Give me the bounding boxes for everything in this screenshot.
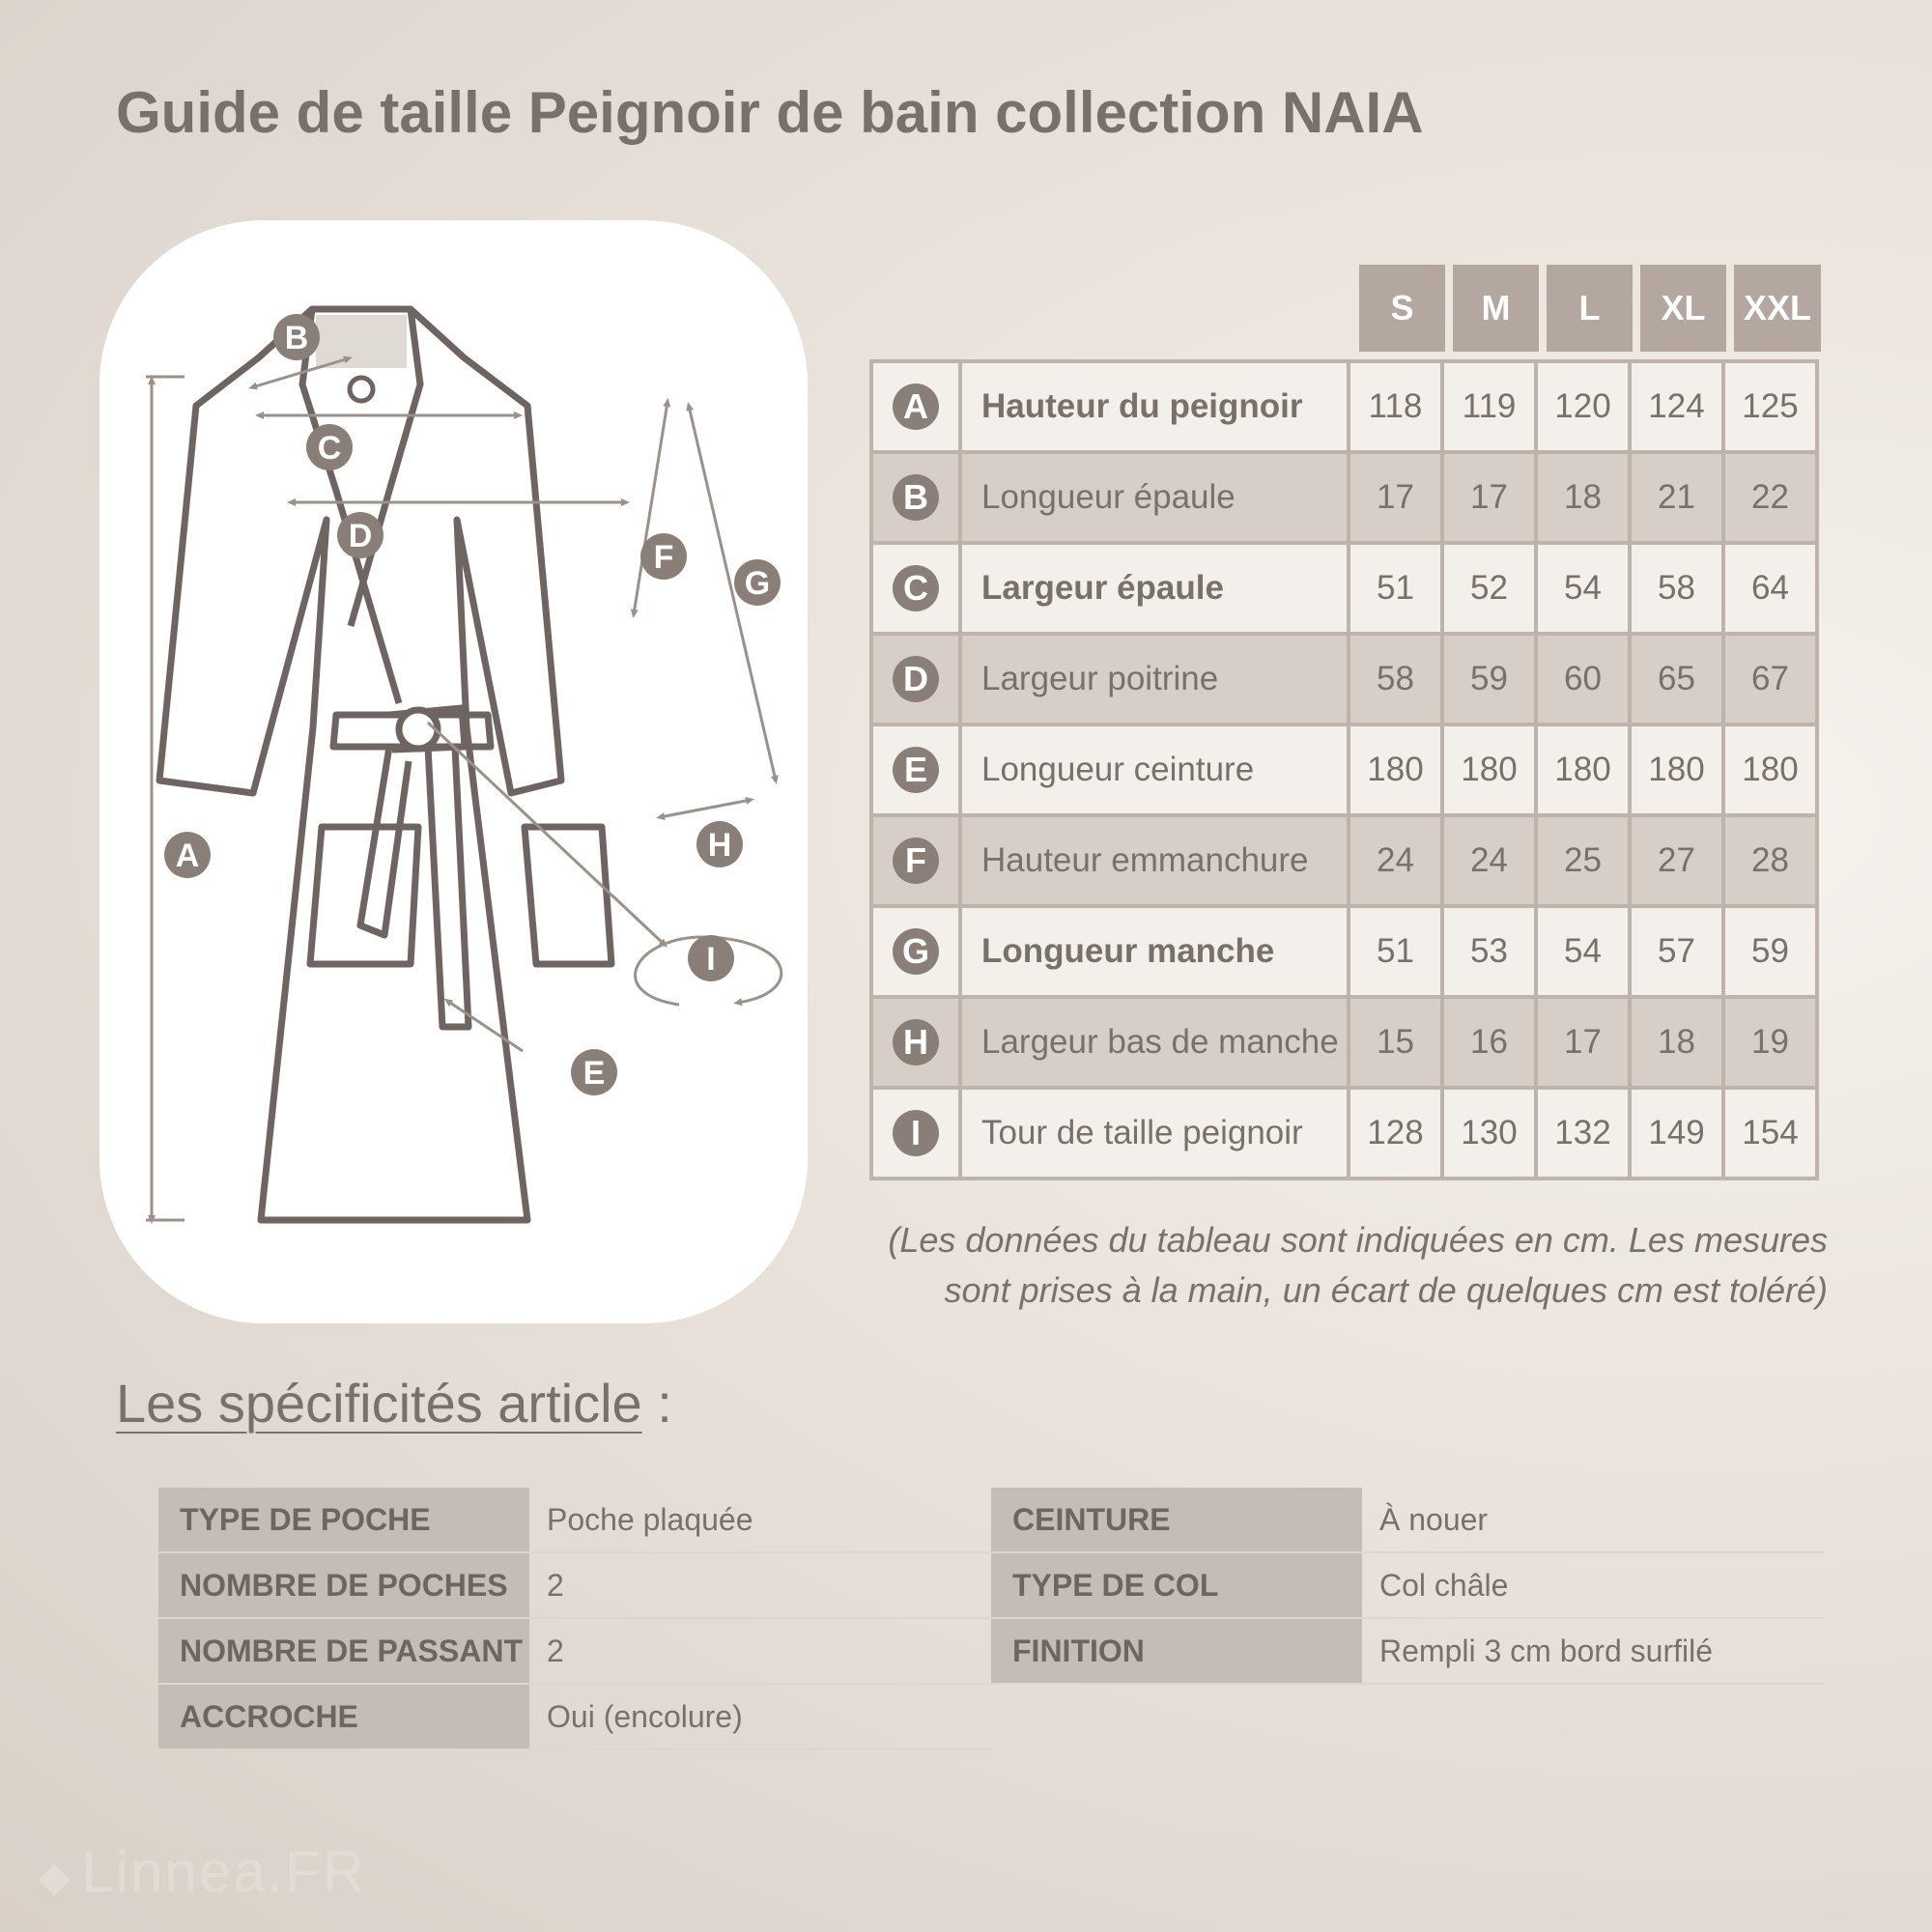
measure-value: 21 bbox=[1632, 454, 1721, 541]
measure-value: 67 bbox=[1725, 636, 1815, 723]
measure-value: 180 bbox=[1444, 726, 1534, 813]
measure-value: 58 bbox=[1350, 636, 1440, 723]
measure-value: 154 bbox=[1725, 1090, 1815, 1177]
measure-label: Hauteur emmanchure bbox=[962, 817, 1347, 904]
size-row-e bbox=[873, 726, 1815, 813]
measure-label: Largeur poitrine bbox=[962, 636, 1347, 723]
size-row-f bbox=[873, 817, 1815, 904]
linnea-leaf-icon: ◆ bbox=[39, 1853, 72, 1899]
brand-logo bbox=[39, 1838, 366, 1905]
size-header-m: M bbox=[1453, 265, 1539, 352]
measure-value: 52 bbox=[1444, 545, 1534, 632]
table-note bbox=[765, 1215, 1828, 1316]
measure-value: 64 bbox=[1725, 545, 1815, 632]
measure-value: 17 bbox=[1538, 999, 1628, 1086]
diagram-label-g: G bbox=[744, 565, 771, 602]
letter-circle: H bbox=[893, 1019, 939, 1065]
specs-heading bbox=[116, 1372, 672, 1435]
measure-label: Longueur manche bbox=[962, 908, 1347, 995]
spec-row bbox=[158, 1488, 993, 1553]
row-letter-badge bbox=[873, 363, 958, 450]
diagram-label-d: D bbox=[348, 518, 373, 554]
measure-label: Longueur ceinture bbox=[962, 726, 1347, 813]
measure-value: 125 bbox=[1725, 363, 1815, 450]
letter-circle: E bbox=[893, 747, 939, 793]
row-letter-badge bbox=[873, 454, 958, 541]
letter-circle: A bbox=[893, 384, 939, 430]
measure-label: Hauteur du peignoir bbox=[962, 363, 1347, 450]
measure-value: 27 bbox=[1632, 817, 1721, 904]
diagram-label-f: F bbox=[653, 539, 674, 576]
size-header bbox=[1359, 265, 1821, 352]
size-header-s: S bbox=[1359, 265, 1445, 352]
row-letter-badge bbox=[873, 545, 958, 632]
measure-value: 60 bbox=[1538, 636, 1628, 723]
spec-key: FINITION bbox=[991, 1619, 1362, 1683]
measure-value: 17 bbox=[1350, 454, 1440, 541]
row-letter-badge bbox=[873, 817, 958, 904]
measure-value: 15 bbox=[1350, 999, 1440, 1086]
measure-value: 28 bbox=[1725, 817, 1815, 904]
row-letter-badge bbox=[873, 999, 958, 1086]
measure-value: 180 bbox=[1725, 726, 1815, 813]
letter-circle: D bbox=[893, 656, 939, 702]
page-title: Guide de taille Peignoir de bain collection NAIA bbox=[116, 80, 1424, 145]
spec-key: NOMBRE DE PASSANT bbox=[158, 1619, 529, 1683]
size-row-a bbox=[873, 363, 1815, 450]
measure-value: 24 bbox=[1444, 817, 1534, 904]
measure-label: Tour de taille peignoir bbox=[962, 1090, 1347, 1177]
brand-logo-text: Linnea.FR bbox=[81, 1839, 367, 1904]
measure-value: 17 bbox=[1444, 454, 1534, 541]
row-letter-badge bbox=[873, 908, 958, 995]
size-row-i bbox=[873, 1090, 1815, 1177]
measure-value: 54 bbox=[1538, 908, 1628, 995]
spec-key: TYPE DE COL bbox=[991, 1553, 1362, 1617]
measure-value: 22 bbox=[1725, 454, 1815, 541]
spec-row bbox=[158, 1553, 993, 1619]
table-note-line2: sont prises à la main, un écart de quelques cm est toléré) bbox=[944, 1270, 1828, 1310]
size-row-c bbox=[873, 545, 1815, 632]
measure-value: 57 bbox=[1632, 908, 1721, 995]
spec-row bbox=[991, 1488, 1824, 1553]
diagram-label-b: B bbox=[284, 320, 309, 356]
size-table bbox=[869, 359, 1819, 1180]
specs-heading-text: Les spécificités article bbox=[116, 1373, 642, 1434]
row-letter-badge bbox=[873, 1090, 958, 1177]
measure-value: 149 bbox=[1632, 1090, 1721, 1177]
letter-circle: F bbox=[893, 838, 939, 884]
size-row-h bbox=[873, 999, 1815, 1086]
spec-value: Rempli 3 cm bord surfilé bbox=[1379, 1633, 1713, 1668]
row-letter-badge bbox=[873, 726, 958, 813]
spec-value: Poche plaquée bbox=[547, 1501, 753, 1537]
spec-value: À nouer bbox=[1379, 1501, 1489, 1537]
table-note-line1: (Les données du tableau sont indiquées en cm. Les mesures bbox=[888, 1220, 1828, 1260]
spec-value: Col châle bbox=[1379, 1567, 1509, 1603]
measure-value: 180 bbox=[1632, 726, 1721, 813]
measure-value: 119 bbox=[1444, 363, 1534, 450]
spec-value: 2 bbox=[547, 1633, 564, 1668]
measure-value: 120 bbox=[1538, 363, 1628, 450]
size-header-xxl: XXL bbox=[1734, 265, 1821, 352]
spec-value: Oui (encolure) bbox=[547, 1698, 743, 1734]
measure-value: 18 bbox=[1632, 999, 1721, 1086]
measure-value: 118 bbox=[1350, 363, 1440, 450]
measure-value: 65 bbox=[1632, 636, 1721, 723]
diagram-label-h: H bbox=[707, 827, 732, 864]
letter-circle: C bbox=[893, 565, 939, 611]
measure-value: 59 bbox=[1725, 908, 1815, 995]
size-header-xl: XL bbox=[1640, 265, 1726, 352]
measure-value: 24 bbox=[1350, 817, 1440, 904]
diagram-label-a: A bbox=[175, 838, 200, 874]
spec-key: ACCROCHE bbox=[158, 1685, 529, 1748]
spec-key: TYPE DE POCHE bbox=[158, 1488, 529, 1551]
size-header-l: L bbox=[1547, 265, 1633, 352]
measure-label: Largeur bas de manche bbox=[962, 999, 1347, 1086]
specs-left-table bbox=[158, 1488, 993, 1750]
measure-value: 53 bbox=[1444, 908, 1534, 995]
measure-label: Longueur épaule bbox=[962, 454, 1347, 541]
measure-value: 16 bbox=[1444, 999, 1534, 1086]
spec-key: NOMBRE DE POCHES bbox=[158, 1553, 529, 1617]
spec-row bbox=[991, 1619, 1824, 1685]
spec-row bbox=[991, 1553, 1824, 1619]
size-row-d bbox=[873, 636, 1815, 723]
diagram-label-e: E bbox=[582, 1055, 606, 1092]
measure-value: 128 bbox=[1350, 1090, 1440, 1177]
letter-circle: B bbox=[893, 474, 939, 521]
size-row-b bbox=[873, 454, 1815, 541]
specs-heading-suffix: : bbox=[641, 1373, 672, 1434]
bathrobe-diagram bbox=[99, 220, 808, 1323]
measure-value: 130 bbox=[1444, 1090, 1534, 1177]
measure-value: 54 bbox=[1538, 545, 1628, 632]
specs-right-table bbox=[991, 1488, 1824, 1685]
measure-value: 59 bbox=[1444, 636, 1534, 723]
diagram-label-i: I bbox=[706, 941, 716, 978]
measure-value: 58 bbox=[1632, 545, 1721, 632]
letter-circle: I bbox=[893, 1110, 939, 1156]
diagram-label-c: C bbox=[317, 430, 342, 467]
measure-value: 124 bbox=[1632, 363, 1721, 450]
measure-value: 180 bbox=[1538, 726, 1628, 813]
spec-value: 2 bbox=[547, 1567, 564, 1603]
measure-value: 19 bbox=[1725, 999, 1815, 1086]
measure-label: Largeur épaule bbox=[962, 545, 1347, 632]
measure-value: 18 bbox=[1538, 454, 1628, 541]
measure-value: 180 bbox=[1350, 726, 1440, 813]
spec-row bbox=[158, 1619, 993, 1685]
spec-key: CEINTURE bbox=[991, 1488, 1362, 1551]
measure-value: 132 bbox=[1538, 1090, 1628, 1177]
letter-circle: G bbox=[893, 928, 939, 975]
size-row-g bbox=[873, 908, 1815, 995]
spec-row bbox=[158, 1685, 993, 1750]
measure-value: 51 bbox=[1350, 908, 1440, 995]
measure-value: 51 bbox=[1350, 545, 1440, 632]
measure-value: 25 bbox=[1538, 817, 1628, 904]
row-letter-badge bbox=[873, 636, 958, 723]
